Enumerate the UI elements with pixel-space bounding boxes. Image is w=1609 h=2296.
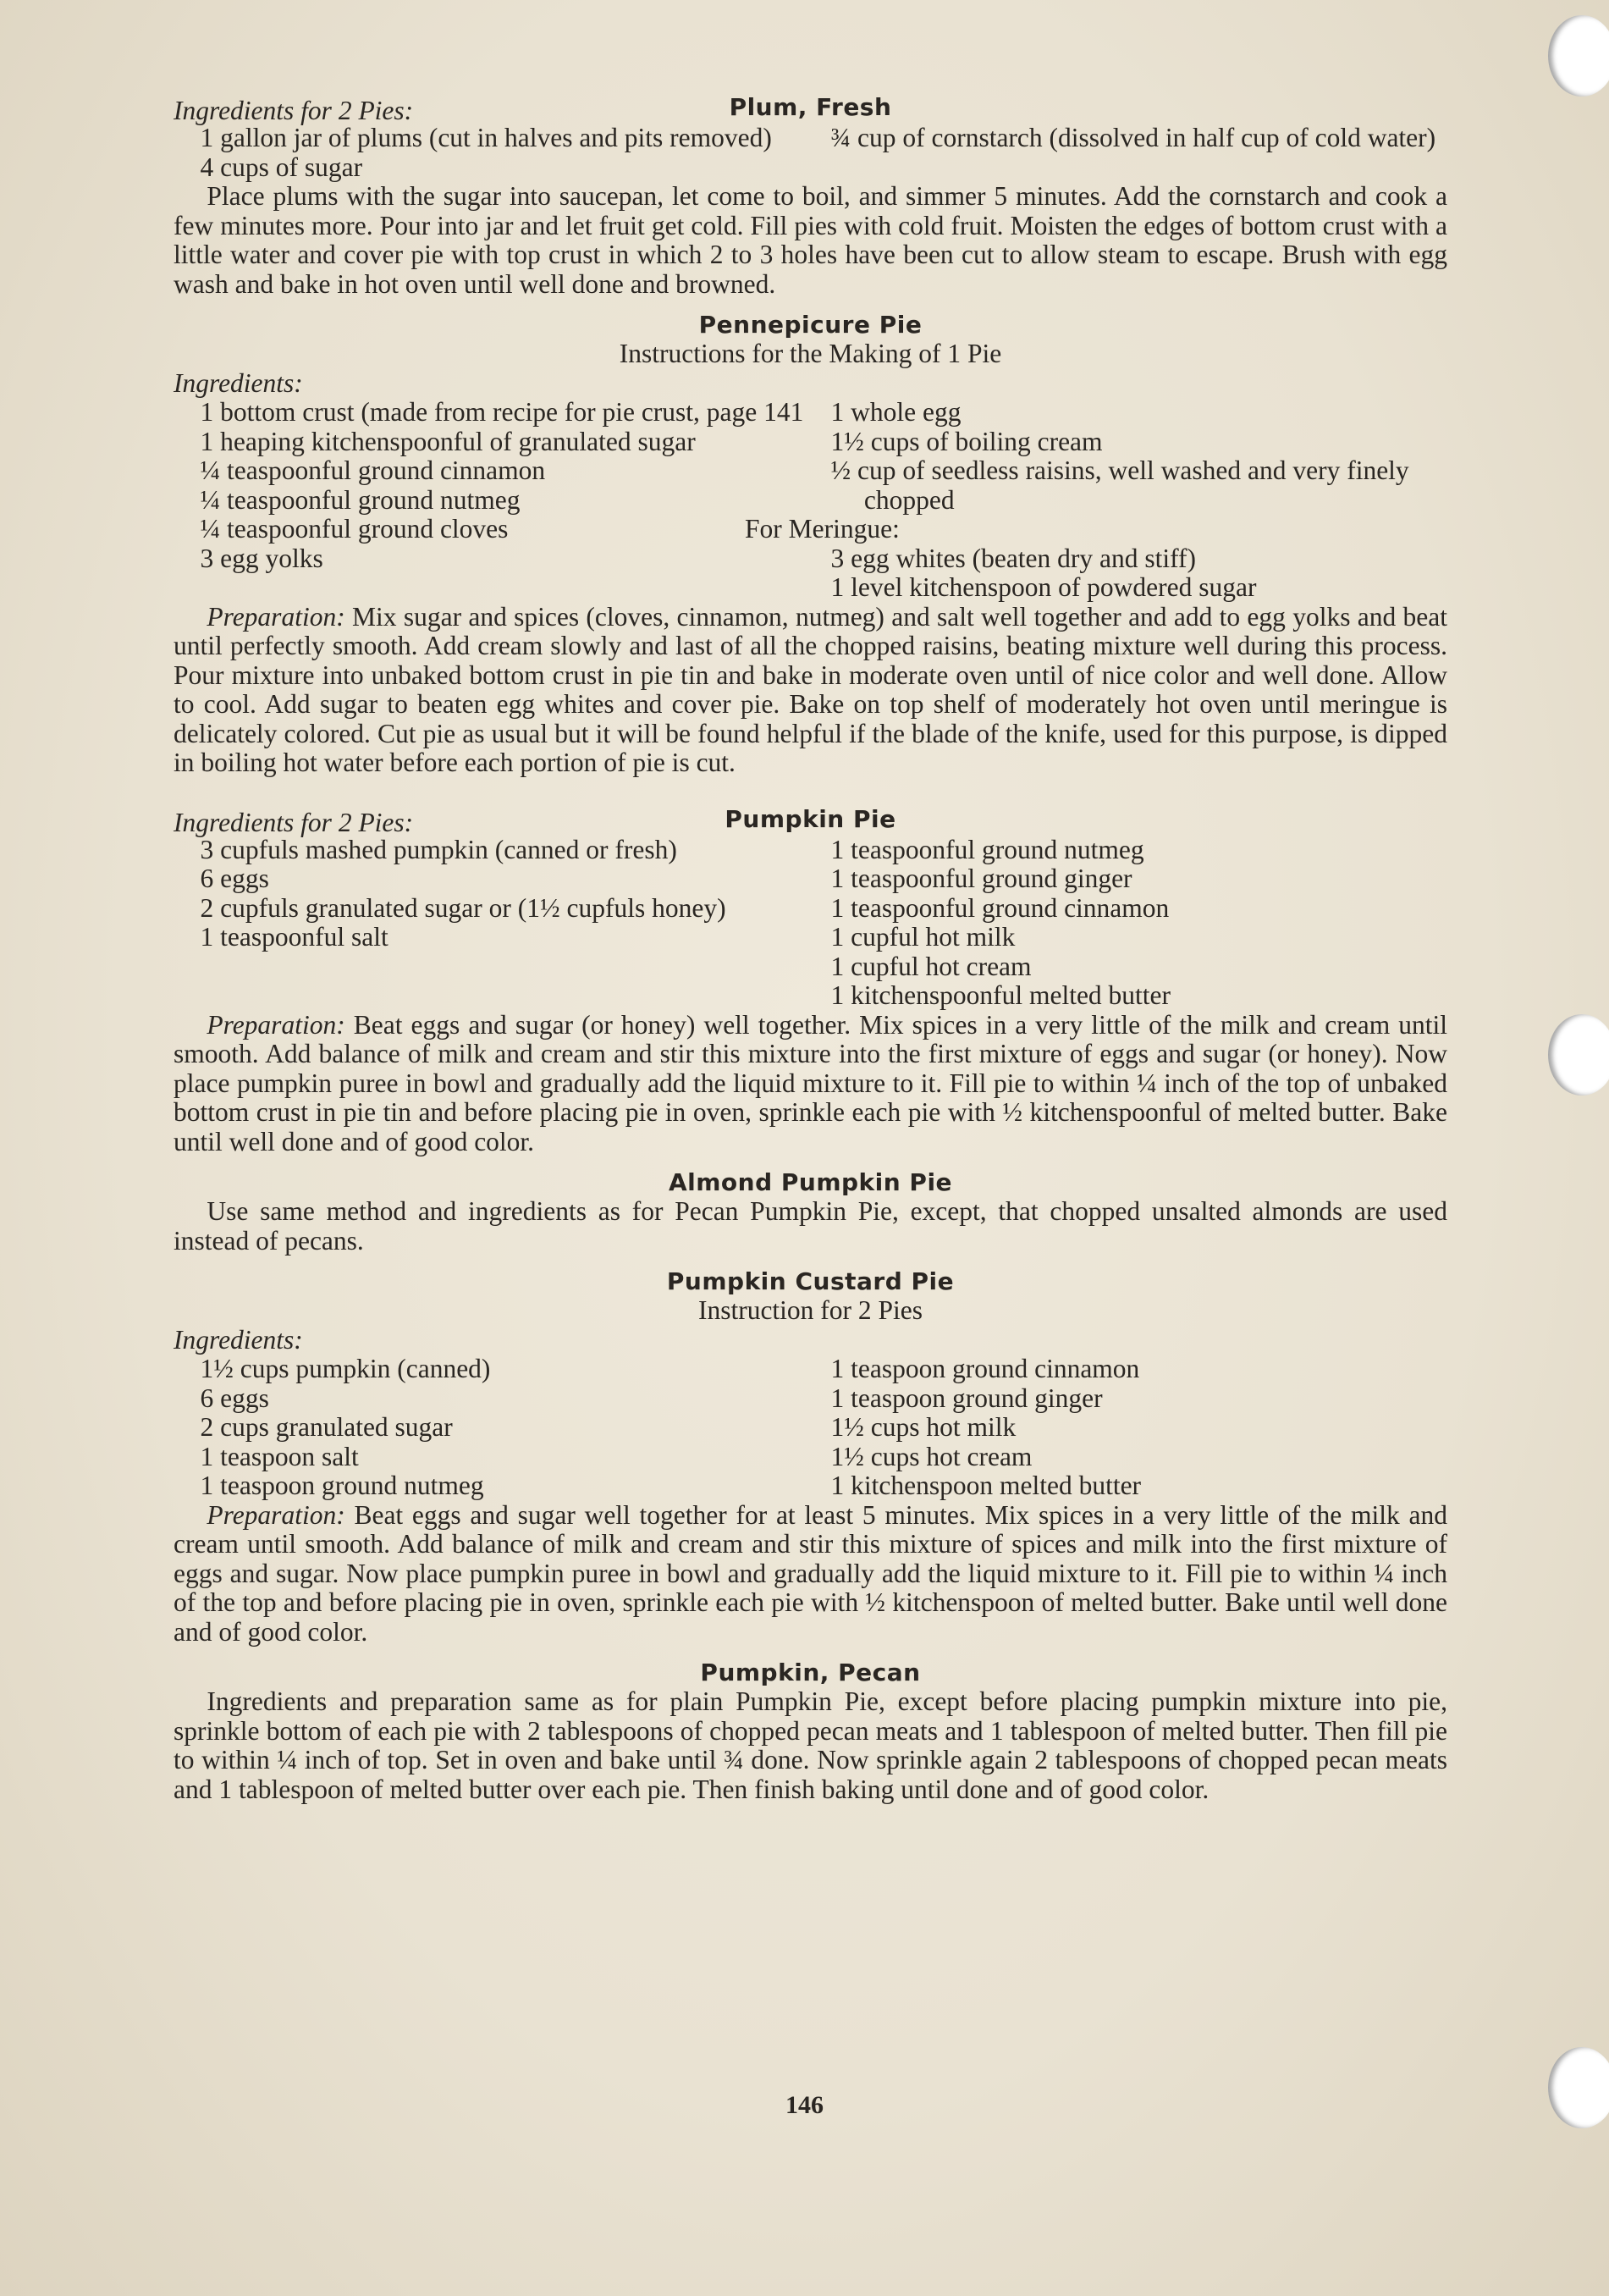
preparation-paragraph xyxy=(174,1501,1447,1647)
ingredient-item: 1 teaspoonful ground nutmeg xyxy=(830,834,1144,864)
ingredient-column-right xyxy=(804,124,1447,182)
ingredient-item: 1 whole egg xyxy=(830,397,962,427)
ingredient-item: 6 eggs xyxy=(200,1383,269,1413)
ingredient-item: 1 kitchenspoonful melted butter xyxy=(830,980,1171,1010)
recipe-subtitle: Instructions for the Making of 1 Pie xyxy=(619,339,1002,368)
recipe-title: Almond Pumpkin Pie xyxy=(668,1168,953,1196)
ingredient-item: ¼ teaspoonful ground cinnamon xyxy=(200,455,546,485)
ingredient-item: 1 kitchenspoon melted butter xyxy=(830,1471,1142,1500)
binder-hole xyxy=(1548,1014,1609,1096)
recipe-title: Plum, Fresh xyxy=(729,93,892,121)
ingredient-item: 1 teaspoon ground nutmeg xyxy=(200,1471,484,1500)
preparation-paragraph xyxy=(174,603,1447,778)
ingredient-item: 2 cupfuls granulated sugar or (1½ cupfuls honey) xyxy=(200,892,726,923)
ingredient-item: 3 egg whites (beaten dry and stiff) xyxy=(830,543,1197,573)
ingredient-column-right xyxy=(745,397,1447,603)
ingredient-columns xyxy=(174,398,1447,603)
ingredient-column-left xyxy=(174,1355,804,1501)
ingredient-item: 1 cupful hot cream xyxy=(830,951,1032,981)
ingredient-item: 1 teaspoonful ground cinnamon xyxy=(830,892,1170,923)
recipe-title: Pumpkin, Pecan xyxy=(700,1659,921,1686)
meringue-label: For Meringue: xyxy=(745,514,900,544)
ingredient-columns xyxy=(174,836,1447,1011)
ingredients-label: Ingredients: xyxy=(174,1324,303,1355)
ingredient-item: 1½ cups hot milk xyxy=(830,1412,1017,1442)
ingredient-item: 1 teaspoonful ground ginger xyxy=(830,864,1132,893)
ingredient-item: 1 gallon jar of plums (cut in halves and pits removed) xyxy=(200,123,772,152)
method-paragraph: Use same method and ingredients as for Pecan Pumpkin Pie, except, that chopped unsalted almonds are used instead of pecans. xyxy=(174,1196,1447,1256)
method-paragraph: Place plums with the sugar into saucepan, let come to boil, and simmer 5 minutes. Add the cornstarch and cook a few minutes more. Pour into jar and let fruit get cold. Fill pies with cold fruit. Moisten the edges of bottom crust with a little water and cover pie with top crust in which 2 to 3 holes have been cut to allow steam to escape. Brush with egg wash and bake in hot oven until well done and browned. xyxy=(174,181,1447,299)
ingredient-item: 1 teaspoonful salt xyxy=(200,922,388,952)
ingredient-column-right xyxy=(804,836,1447,1011)
ingredient-item: 1 level kitchenspoon of powdered sugar xyxy=(830,572,1257,602)
recipe-subtitle: Instruction for 2 Pies xyxy=(697,1295,923,1325)
ingredient-item: ½ cup of seedless raisins, well washed and very finely chopped xyxy=(830,455,1409,515)
ingredient-item: 1 cupful hot milk xyxy=(830,922,1016,952)
ingredient-item: 1 heaping kitchenspoonful of granulated sugar xyxy=(200,426,696,456)
ingredient-item: 4 cups of sugar xyxy=(200,152,363,182)
ingredients-label: Ingredients for 2 Pies: xyxy=(174,96,414,125)
ingredient-item: 3 egg yolks xyxy=(200,543,323,573)
recipe-header-plum xyxy=(174,93,1447,124)
ingredient-column-left xyxy=(174,124,804,182)
preparation-text: Beat eggs and sugar well together for at least 5 minutes. Mix spices in a very little of the milk and cream until smooth. Add balance of milk and cream and stir this mixture of spices and milk into the first mixture of eggs and sugar. Now place pumpkin puree in bowl and gradually add the liquid mixture to it. Fill pie to within ¼ inch of the top and before placing pie in oven, sprinkle each pie with ½ kitchenspoon of melted butter. Bake until well done and of good color. xyxy=(174,1499,1447,1647)
ingredient-column-left xyxy=(174,836,804,1011)
preparation-text: Beat eggs and sugar (or honey) well together. Mix spices in a very little of the milk and cream until smooth. Add balance of milk and cream and stir this mixture into the first mixture of eggs and sugar (or honey). Now place pumpkin puree in bowl and gradually add the liquid mixture to it. Fill pie to within ¼ inch of the top of unbaked bottom crust in pie tin and before placing pie in oven, sprinkle each pie with ½ kitchenspoonful of melted butter. Bake until well done and of good color. xyxy=(174,1009,1448,1156)
preparation-label: Preparation: xyxy=(207,1499,345,1530)
ingredient-column-right xyxy=(804,1355,1447,1501)
ingredient-item: 2 cups granulated sugar xyxy=(200,1412,453,1442)
ingredient-item: 6 eggs xyxy=(200,864,269,893)
ingredient-item: ¾ cup of cornstarch (dissolved in half cup of cold water) xyxy=(830,123,1436,152)
ingredient-item: 1 teaspoon ground ginger xyxy=(830,1383,1103,1413)
ingredient-columns xyxy=(174,1355,1447,1501)
ingredient-item: ¼ teaspoonful ground cloves xyxy=(200,514,509,544)
ingredient-item: ¼ teaspoonful ground nutmeg xyxy=(200,484,521,515)
ingredients-label: Ingredients: xyxy=(174,367,303,398)
preparation-paragraph xyxy=(174,1011,1447,1157)
ingredients-label: Ingredients for 2 Pies: xyxy=(174,807,414,837)
recipe-title: Pumpkin Pie xyxy=(725,804,896,833)
binder-hole xyxy=(1548,15,1609,97)
ingredient-item: 1 teaspoon salt xyxy=(200,1441,359,1471)
ingredient-item: 1½ cups pumpkin (canned) xyxy=(200,1354,491,1383)
ingredient-column-left xyxy=(174,398,804,603)
ingredient-columns xyxy=(174,124,1447,182)
preparation-text: Mix sugar and spices (cloves, cinnamon, nutmeg) and salt well together and add to egg yolks and beat until perfectly smooth. Add cream slowly and last of all the chopped raisins, beating mixture well during this process. Pour mixture into unbaked bottom crust in pie tin and bake in moderate oven until of nice color and well done. Allow to cool. Add sugar to beaten egg whites and cover pie. Bake on top shelf of moderately hot oven until meringue is delicately colored. Cut pie as usual but it will be found helpful if the blade of the knife, used for this purpose, is dipped in boiling hot water before each portion of pie is cut. xyxy=(174,601,1448,777)
ingredient-item: 1 teaspoon ground cinnamon xyxy=(830,1354,1140,1383)
method-paragraph: Ingredients and preparation same as for plain Pumpkin Pie, except before placing pumpkin mixture into pie, sprinkle bottom of each pie with 2 tablespoons of chopped pecan meats and 1 tablespoon of melted butter. Then fill pie to within ¼ inch of top. Set in oven and bake until ¾ done. Now sprinkle again 2 tablespoons of chopped pecan meats and 1 tablespoon of melted butter over each pie. Then finish baking until done and of good color. xyxy=(174,1686,1447,1804)
ingredient-item: 1½ cups of boiling cream xyxy=(830,426,1103,456)
ingredient-item: 1½ cups hot cream xyxy=(830,1441,1033,1471)
page-number: 146 xyxy=(785,2091,824,2119)
page-content xyxy=(174,93,1447,1804)
recipe-title: Pumpkin Custard Pie xyxy=(666,1267,955,1295)
recipe-title: Pennepicure Pie xyxy=(698,311,923,339)
ingredient-item: 3 cupfuls mashed pumpkin (canned or fresh) xyxy=(200,834,677,864)
preparation-label: Preparation: xyxy=(207,601,345,632)
preparation-label: Preparation: xyxy=(207,1009,345,1040)
recipe-header-pumpkin xyxy=(174,805,1447,836)
ingredient-item: 1 bottom crust (made from recipe for pie crust, page 141 xyxy=(200,397,804,427)
